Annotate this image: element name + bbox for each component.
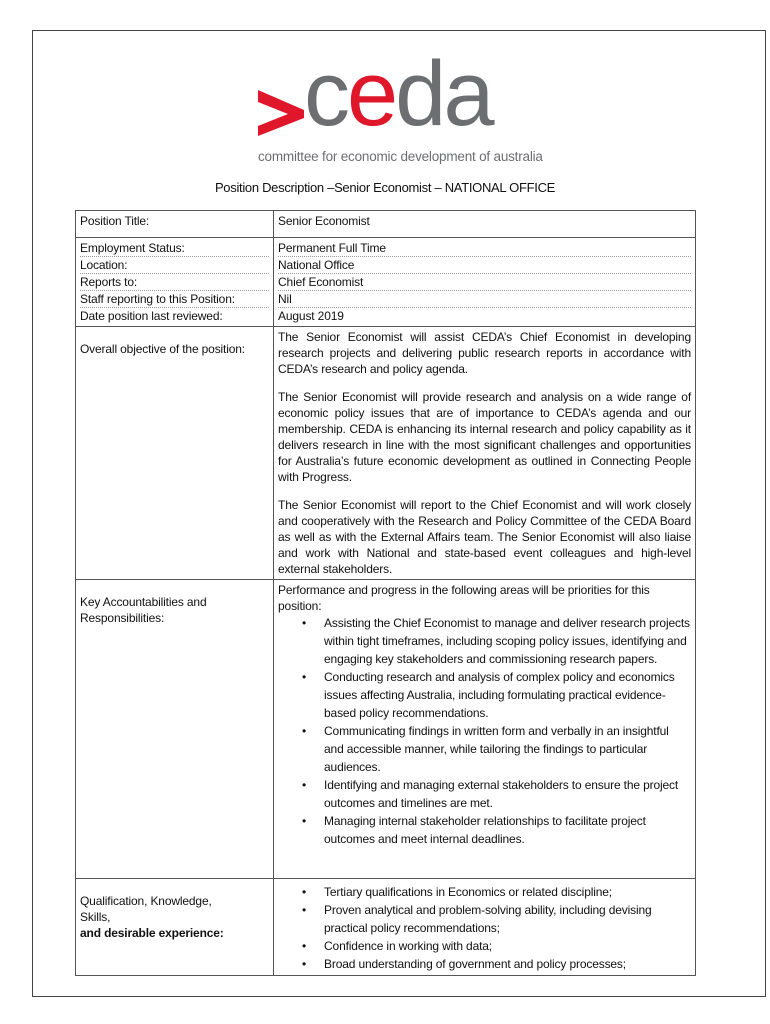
employment-status-label: Employment Status: <box>80 240 269 257</box>
location-value: National Office <box>278 257 691 274</box>
staff-reporting-label: Staff reporting to this Position: <box>80 291 269 308</box>
list-item: • Communicating findings in written form and verbally in an insightful and accessible manner, while tailoring the findings to particular audiences. <box>324 722 691 776</box>
table-row <box>76 327 696 580</box>
accountabilities-intro: Performance and progress in the following areas will be priorities for this position: <box>278 583 650 613</box>
objective-label: Overall objective of the position: <box>76 327 274 580</box>
objective-paragraph: The Senior Economist will provide research and analysis on a wide range of economic policy issues that are of importance to CEDA’s agenda and our membership. CEDA is enhancing its internal research and policy capability as it delivers research in line with the most significant challenges and opportunities for Australia’s future economic development as outlined in Connecting People with Progress. <box>278 390 691 484</box>
details-values <box>274 238 696 327</box>
list-item: • Confidence in working with data; <box>324 937 691 955</box>
details-labels <box>76 238 274 327</box>
logo-wordmark: ceda <box>304 43 492 145</box>
qualifications-value <box>274 879 696 976</box>
list-item: • Assisting the Chief Economist to manage and deliver research projects within tight timeframes, including scoping policy issues, identifying and engaging key stakeholders and commissioning research papers. <box>324 614 691 668</box>
reports-to-value: Chief Economist <box>278 274 691 291</box>
logo-tagline: committee for economic development of australia <box>258 149 543 164</box>
location-label: Location: <box>80 257 269 274</box>
date-reviewed-value: August 2019 <box>278 309 344 323</box>
chevron-logo-icon <box>258 90 306 136</box>
list-item: • Broad understanding of government and policy processes; <box>324 955 691 973</box>
ceda-logo <box>258 43 543 168</box>
table-row <box>76 238 696 327</box>
objective-paragraph: The Senior Economist will assist CEDA’s Chief Economist in developing research projects and delivering public research reports in accordance with CEDA’s research and policy agenda. <box>278 330 691 376</box>
date-reviewed-label: Date position last reviewed: <box>80 309 223 323</box>
table-row <box>76 879 696 976</box>
accountabilities-list <box>278 614 691 848</box>
reports-to-label: Reports to: <box>80 274 269 291</box>
position-title-label: Position Title: <box>76 211 274 238</box>
objective-value <box>274 327 696 580</box>
qualifications-label-line: Skills, <box>80 910 111 924</box>
position-description-table <box>75 210 696 976</box>
list-item: • Proven analytical and problem-solving ability, including devising practical policy recommendations; <box>324 901 691 937</box>
qualifications-label-line: Qualification, Knowledge, <box>80 894 212 908</box>
accountabilities-label: Key Accountabilities and Responsibilities: <box>76 580 274 879</box>
list-item: • Identifying and managing external stakeholders to ensure the project outcomes and timelines are met. <box>324 776 691 812</box>
table-row <box>76 580 696 879</box>
staff-reporting-value: Nil <box>278 291 691 308</box>
document-title: Position Description –Senior Economist – NATIONAL OFFICE <box>214 180 556 195</box>
employment-status-value: Permanent Full Time <box>278 240 691 257</box>
list-item: • Managing internal stakeholder relationships to facilitate project outcomes and meet internal deadlines. <box>324 812 691 848</box>
list-item: • Tertiary qualifications in Economics or related discipline; <box>324 883 691 901</box>
qualifications-label-line: and desirable experience: <box>80 926 224 940</box>
objective-paragraph: The Senior Economist will report to the Chief Economist and will work closely and cooperatively with the Research and Policy Committee of the CEDA Board as well as with the External Affairs team. The Senior Economist will also liaise and work with National and state-based event colleagues and high-level external stakeholders. <box>278 498 691 576</box>
list-item: • Conducting research and analysis of complex policy and economics issues affecting Australia, including formulating practical evidence-based policy recommendations. <box>324 668 691 722</box>
position-title-value: Senior Economist <box>274 211 696 238</box>
qualifications-label <box>76 879 274 976</box>
accountabilities-value <box>274 580 696 879</box>
qualifications-list <box>278 883 691 973</box>
table-row <box>76 211 696 238</box>
